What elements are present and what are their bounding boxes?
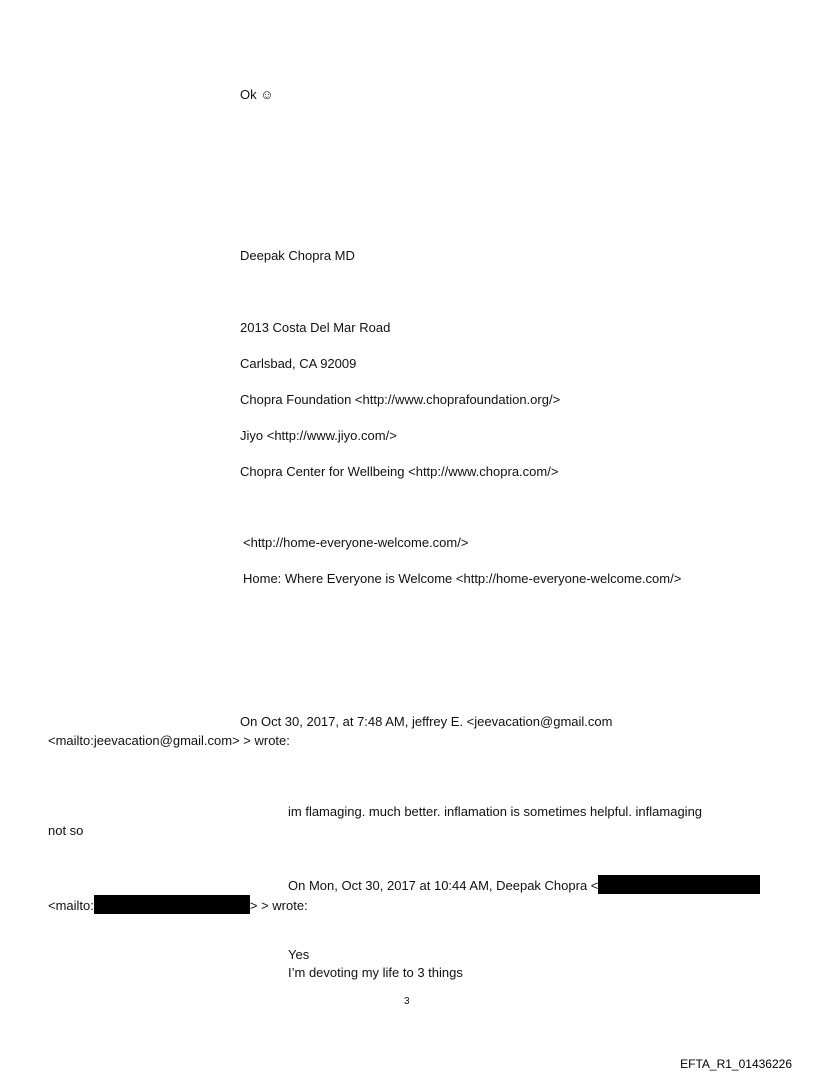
signature-address-city: Carlsbad, CA 92009 <box>240 356 357 371</box>
quote2-body-line2: I’m devoting my life to 3 things <box>288 965 463 980</box>
signature-link-home: <http://home-everyone-welcome.com/> <box>243 535 469 550</box>
quote1-header-line1: On Oct 30, 2017, at 7:48 AM, jeffrey E. <jeevacation@gmail.com <box>240 714 613 729</box>
signature-link-home-welcome: Home: Where Everyone is Welcome <http://home-everyone-welcome.com/> <box>243 571 682 586</box>
quote2-header-line2 <box>48 895 308 914</box>
quote2-header-line1 <box>288 875 760 894</box>
signature-link-chopra-center: Chopra Center for Wellbeing <http://www.chopra.com/> <box>240 464 559 479</box>
quote1-body-line2: not so <box>48 823 84 838</box>
quote1-header-line2: <mailto:jeevacation@gmail.com> > wrote: <box>48 733 290 748</box>
quote2-mailto-suffix: > > wrote: <box>249 898 308 913</box>
signature-address-street: 2013 Costa Del Mar Road <box>240 320 391 335</box>
quote2-header-text: On Mon, Oct 30, 2017 at 10:44 AM, Deepak Chopra < <box>288 878 599 893</box>
signature-name: Deepak Chopra MD <box>240 248 355 263</box>
quote2-body-line1: Yes <box>288 947 310 962</box>
reply-text: Ok ☺ <box>240 87 274 102</box>
quote1-body-line1: im flamaging. much better. inflamation is sometimes helpful. inflamaging <box>288 804 703 819</box>
page-number: 3 <box>404 996 410 1007</box>
redaction-block <box>94 895 250 914</box>
quote2-mailto-prefix: <mailto: <box>48 898 94 913</box>
redaction-block <box>598 875 760 894</box>
signature-link-jiyo: Jiyo <http://www.jiyo.com/> <box>240 428 397 443</box>
document-id: EFTA_R1_01436226 <box>680 1057 792 1071</box>
signature-link-foundation: Chopra Foundation <http://www.choprafoundation.org/> <box>240 392 561 407</box>
